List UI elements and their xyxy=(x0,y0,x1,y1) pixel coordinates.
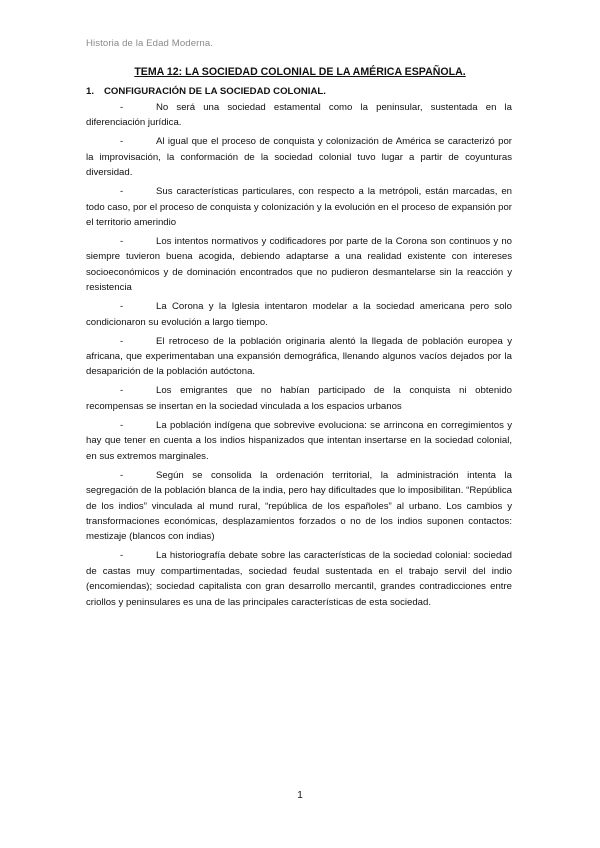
paragraph xyxy=(86,418,512,464)
bullet-dash: - xyxy=(120,469,124,481)
page-number: 1 xyxy=(297,790,303,801)
bullet-dash: - xyxy=(120,550,124,562)
document-title: TEMA 12: LA SOCIEDAD COLONIAL DE LA AMÉRICA ESPAÑOLA. xyxy=(134,66,466,78)
bullet-dash: - xyxy=(120,301,124,313)
paragraph xyxy=(86,184,512,230)
paragraph-text: Al igual que el proceso de conquista y colonización de América se caracterizó por la improvisación, la conformación de la sociedad colonial tuvo lugar a partir de coyunturas diversidad. xyxy=(86,136,512,179)
section-heading xyxy=(86,86,326,97)
bullet-dash: - xyxy=(120,419,124,431)
bullet-dash: - xyxy=(120,385,124,397)
paragraph-text: Los intentos normativos y codificadores por parte de la Corona son continuos y no siempre tuvieron buena acogida, debiendo adaptarse a una realidad existente con intereses socioeconómicos y de dominación encontrados que no pudieron desmantelarse sin la reacción y resistencia xyxy=(86,236,512,294)
paragraph xyxy=(86,468,512,545)
paragraph xyxy=(86,548,512,610)
body-text xyxy=(86,100,512,614)
running-header: Historia de la Edad Moderna. xyxy=(86,38,214,49)
bullet-dash: - xyxy=(120,136,124,148)
paragraph xyxy=(86,100,512,131)
paragraph-text: Sus características particulares, con respecto a la metrópoli, están marcadas, en todo caso, por el proceso de conquista y colonización y la evolución en el proceso de expansión por el territorio amerindio xyxy=(86,186,512,229)
paragraph-text: La población indígena que sobrevive evoluciona: se arrincona en corregimientos y hay que tener en cuenta a los indios hispanizados que intentan insertarse en la sociedad colonial, en sus extremos marginales. xyxy=(86,419,512,462)
section-heading-text: CONFIGURACIÓN DE LA SOCIEDAD COLONIAL. xyxy=(104,86,326,97)
paragraph-text: Los emigrantes que no habían participado de la conquista ni obtenido recompensas se insertan en la sociedad vinculada a los espacios urbanos xyxy=(86,385,512,412)
paragraph-text: La Corona y la Iglesia intentaron modelar a la sociedad americana pero solo condicionaron su evolución a largo tiempo. xyxy=(86,301,512,328)
bullet-dash: - xyxy=(120,236,124,248)
paragraph-text: Según se consolida la ordenación territorial, la administración intenta la segregación de la población blanca de la india, pero hay dificultades que lo imposibilitan. “República de los indios” vinculada al mund rural, “república de los españoles” al urbano. Los cambios y transformaciones económicas, desplazamientos forzados o no de los indios suponen contactos: mestizaje (blancos con indias) xyxy=(86,469,512,543)
bullet-dash: - xyxy=(120,186,124,198)
paragraph xyxy=(86,383,512,414)
bullet-dash: - xyxy=(120,335,124,347)
paragraph-text: La historiografía debate sobre las características de la sociedad colonial: sociedad de castas muy compartimentadas, sociedad feudal sustentada en el trabajo servil del indio (encomiendas); sociedad capitalista con gran desarrollo mercantil, grandes contradicciones entre criollos y peninsulares es una de las principales características de esta sociedad. xyxy=(86,550,512,608)
bullet-dash: - xyxy=(120,102,124,113)
paragraph xyxy=(86,134,512,180)
section-number: 1. xyxy=(86,86,95,97)
paragraph xyxy=(86,299,512,330)
paragraph xyxy=(86,334,512,380)
paragraph xyxy=(86,234,512,296)
paragraph-text: El retroceso de la población originaria alentó la llegada de población europea y africana, que experimentaban una expansión demográfica, llenando algunos vacíos dejados por la desaparición de la población autóctona. xyxy=(86,335,512,378)
paragraph-text: No será una sociedad estamental como la peninsular, sustentada en la diferenciación jurídica. xyxy=(86,102,512,129)
